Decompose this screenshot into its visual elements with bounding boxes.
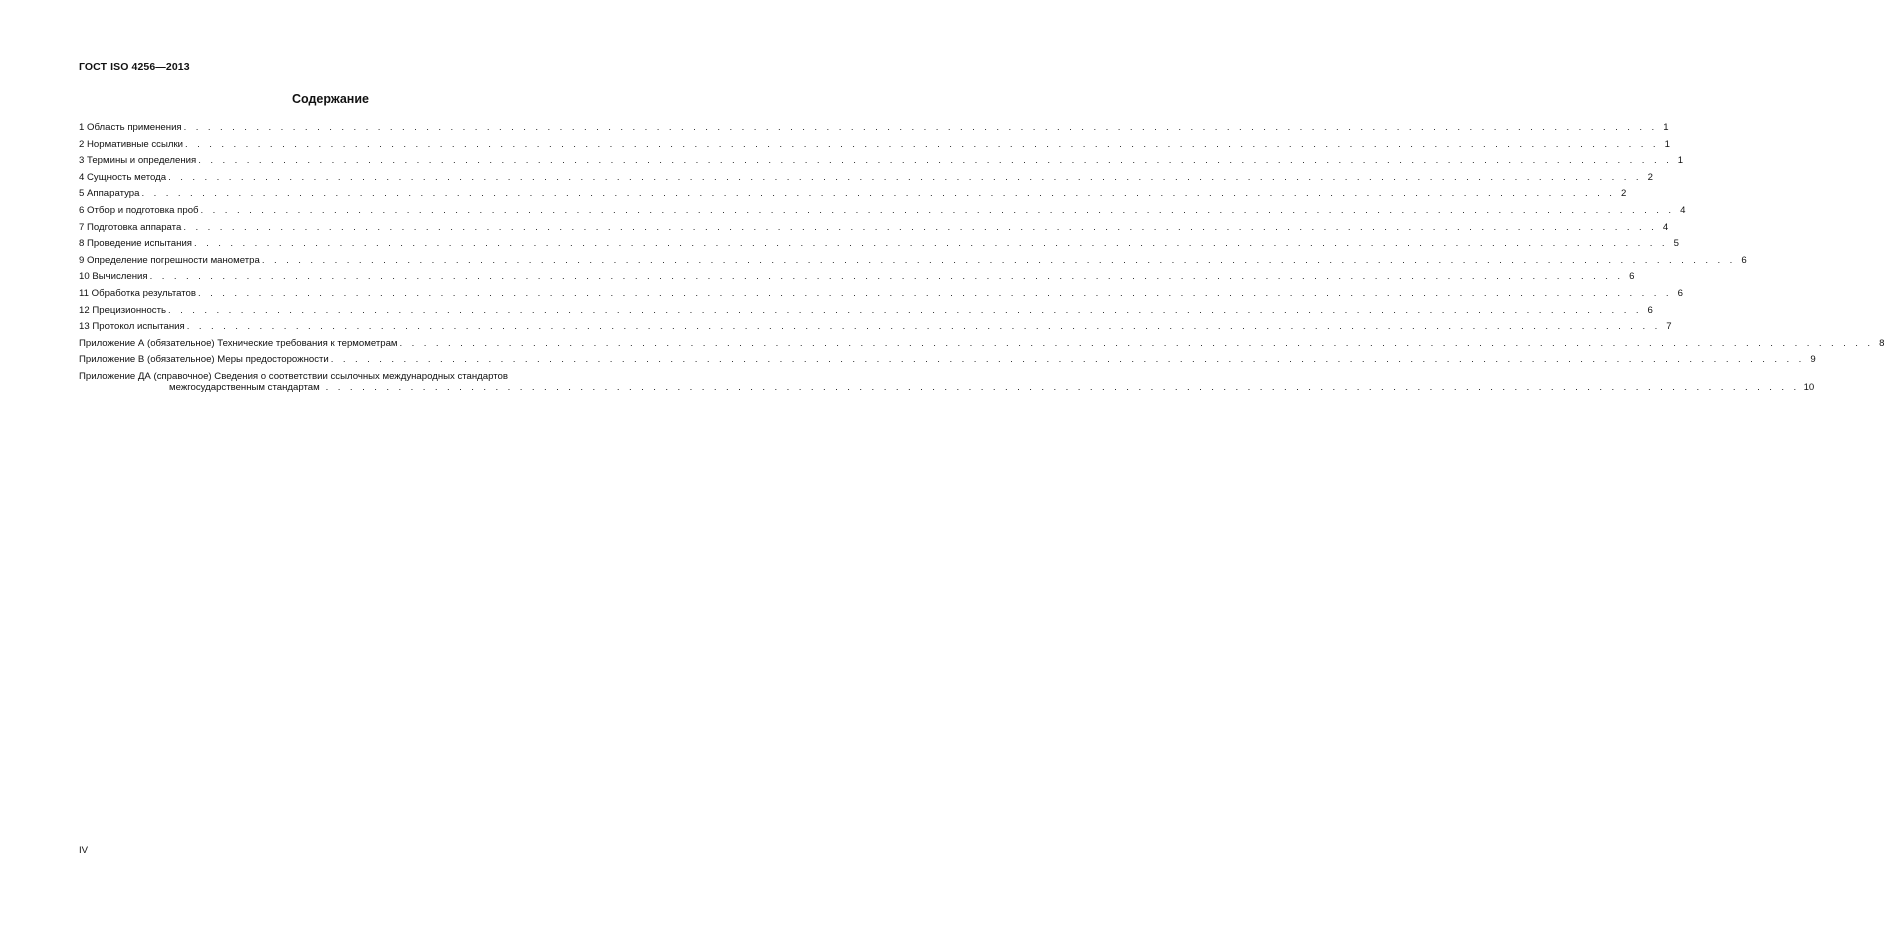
toc-leader-dots: . . . . . . . . . . . . . . . . . . . . . . . . . . . . . . . . . . . . . . . . . . . . . . . . . . . . . . . . . . . . . . . . . . . . . . . . . . . . . . . . . . . . . . . . . . . . . . . . . . . . . . . . . . . . . . . . . . . . . . . . . . xyxy=(198,287,1672,299)
toc-leader-dots: . . . . . . . . . . . . . . . . . . . . . . . . . . . . . . . . . . . . . . . . . . . . . . . . . . . . . . . . . . . . . . . . . . . . . . . . . . . . . . . . . . . . . . . . . . . . . . . . . . . . . . . . . . . . . . . . . . . . . . . . . . xyxy=(141,188,1616,200)
toc-leader-dots: . . . . . . . . . . . . . . . . . . . . . . . . . . . . . . . . . . . . . . . . . . . . . . . . . . . . . . . . . . . . . . . . . . . . . . . . . . . . . . . . . . . . . . . . . . . . . . . . . . . . . . . . . . . . . . . . . . . . . . . . . . xyxy=(198,155,1673,167)
table-of-contents xyxy=(79,120,1884,394)
toc-entry[interactable] xyxy=(79,303,1653,320)
toc-entry-page: 5 xyxy=(1673,238,1679,250)
toc-entry[interactable] xyxy=(79,286,1683,303)
toc-leader-dots: . . . . . . . . . . . . . . . . . . . . . . . . . . . . . . . . . . . . . . . . . . . . . . . . . . . . . . . . . . . . . . . . . . . . . . . . . . . . . . . . . . . . . . . . . . . . . . . . . . . . . . . . . . . . . . . . . . . . . . . . . . xyxy=(183,122,1658,133)
toc-entry[interactable] xyxy=(79,153,1684,170)
toc-entry-page: 1 xyxy=(1664,138,1670,150)
toc-entry-page: 6 xyxy=(1677,287,1683,299)
toc-entry-label: Приложение В (обязательное) Меры предосторожности xyxy=(79,354,329,366)
toc-entry[interactable] xyxy=(79,220,1669,237)
document-header: ГОСТ ISO 4256—2013 xyxy=(79,61,190,73)
toc-title: Содержание xyxy=(291,92,369,106)
toc-entry-label: 8 Проведение испытания xyxy=(79,238,192,250)
toc-leader-dots: . . . . . . . . . . . . . . . . . . . . . . . . . . . . . . . . . . . . . . . . . . . . . . . . . . . . . . . . . . . . . . . . . . . . . . . . . . . . . . . . . . . . . . . . . . . . . . . . . . . . . . . . . . . . . . . . . . . . . . . . . . xyxy=(167,304,1642,316)
toc-entry-label: 12 Прецизионность xyxy=(79,304,166,316)
toc-entry[interactable] xyxy=(79,203,1686,220)
toc-entry-label: Приложение А (обязательное) Технические требования к термометрам xyxy=(79,337,398,349)
toc-entry-page: 6 xyxy=(1647,304,1653,316)
toc-entry-page: 4 xyxy=(1680,204,1686,216)
toc-entry[interactable] xyxy=(79,186,1627,203)
toc-entry-page: 6 xyxy=(1741,254,1747,266)
toc-entry-page: 1 xyxy=(1677,155,1684,167)
page-number-footer: IV xyxy=(79,845,89,856)
toc-entry[interactable] xyxy=(79,137,1670,154)
toc-entry-page: 9 xyxy=(1810,354,1816,366)
toc-entry-page: 2 xyxy=(1621,188,1627,200)
toc-entry-label: 11 Обработка результатов xyxy=(79,287,196,299)
toc-leader-dots: . . . . . . . . . . . . . . . . . . . . . . . . . . . . . . . . . . . . . . . . . . . . . . . . . . . . . . . . . . . . . . . . . . . . . . . . . . . . . . . . . . . . . . . . . . . . . . . . . . . . . . . . . . . . . . . . . . . . . . . . . . xyxy=(325,382,1800,394)
toc-entry-label: 9 Определение погрешности манометра xyxy=(79,254,260,266)
toc-leader-dots: . . . . . . . . . . . . . . . . . . . . . . . . . . . . . . . . . . . . . . . . . . . . . . . . . . . . . . . . . . . . . . . . . . . . . . . . . . . . . . . . . . . . . . . . . . . . . . . . . . . . . . . . . . . . . . . . . . . . . . . . . . xyxy=(330,354,1805,366)
toc-leader-dots: . . . . . . . . . . . . . . . . . . . . . . . . . . . . . . . . . . . . . . . . . . . . . . . . . . . . . . . . . . . . . . . . . . . . . . . . . . . . . . . . . . . . . . . . . . . . . . . . . . . . . . . . . . . . . . . . . . . . . . . . . . xyxy=(186,321,1661,333)
toc-entry-page: 1 xyxy=(1663,122,1669,133)
toc-entry-label: 6 Отбор и подготовка проб xyxy=(79,204,199,216)
toc-entry-label: 10 Вычисления xyxy=(79,271,148,283)
toc-entry-label: 13 Протокол испытания xyxy=(79,321,185,333)
toc-entry-page: 6 xyxy=(1629,271,1635,283)
toc-entry[interactable] xyxy=(79,253,1747,270)
toc-entry-label: 7 Подготовка аппарата xyxy=(79,221,182,233)
toc-leader-dots: . . . . . . . . . . . . . . . . . . . . . . . . . . . . . . . . . . . . . . . . . . . . . . . . . . . . . . . . . . . . . . . . . . . . . . . . . . . . . . . . . . . . . . . . . . . . . . . . . . . . . . . . . . . . . . . . . . . . . . . . . . xyxy=(261,254,1736,266)
toc-entry-page: 7 xyxy=(1666,321,1672,333)
toc-leader-dots: . . . . . . . . . . . . . . . . . . . . . . . . . . . . . . . . . . . . . . . . . . . . . . . . . . . . . . . . . . . . . . . . . . . . . . . . . . . . . . . . . . . . . . . . . . . . . . . . . . . . . . . . . . . . . . . . . . . . . . . . . . xyxy=(194,238,1668,250)
toc-entry[interactable] xyxy=(79,352,1816,369)
toc-leader-dots: . . . . . . . . . . . . . . . . . . . . . . . . . . . . . . . . . . . . . . . . . . . . . . . . . . . . . . . . . . . . . . . . . . . . . . . . . . . . . . . . . . . . . . . . . . . . . . . . . . . . . . . . . . . . . . . . . . . . . . . . . . xyxy=(149,271,1624,283)
toc-leader-dots: . . . . . . . . . . . . . . . . . . . . . . . . . . . . . . . . . . . . . . . . . . . . . . . . . . . . . . . . . . . . . . . . . . . . . . . . . . . . . . . . . . . . . . . . . . . . . . . . . . . . . . . . . . . . . . . . . . . . . . . . . . xyxy=(399,337,1874,349)
toc-leader-dots: . . . . . . . . . . . . . . . . . . . . . . . . . . . . . . . . . . . . . . . . . . . . . . . . . . . . . . . . . . . . . . . . . . . . . . . . . . . . . . . . . . . . . . . . . . . . . . . . . . . . . . . . . . . . . . . . . . . . . . . . . . xyxy=(183,221,1658,233)
toc-leader-dots: . . . . . . . . . . . . . . . . . . . . . . . . . . . . . . . . . . . . . . . . . . . . . . . . . . . . . . . . . . . . . . . . . . . . . . . . . . . . . . . . . . . . . . . . . . . . . . . . . . . . . . . . . . . . . . . . . . . . . . . . . . xyxy=(185,138,1659,150)
toc-entry-page: 4 xyxy=(1662,221,1669,233)
toc-leader-dots: . . . . . . . . . . . . . . . . . . . . . . . . . . . . . . . . . . . . . . . . . . . . . . . . . . . . . . . . . . . . . . . . . . . . . . . . . . . . . . . . . . . . . . . . . . . . . . . . . . . . . . . . . . . . . . . . . . . . . . . . . . xyxy=(168,171,1642,183)
toc-entry[interactable] xyxy=(79,236,1679,253)
toc-entry-label: 1 Область применения xyxy=(79,122,182,133)
toc-leader-dots: . . . . . . . . . . . . . . . . . . . . . . . . . . . . . . . . . . . . . . . . . . . . . . . . . . . . . . . . . . . . . . . . . . . . . . . . . . . . . . . . . . . . . . . . . . . . . . . . . . . . . . . . . . . . . . . . . . . . . . . . . . xyxy=(200,204,1675,216)
toc-entry[interactable] xyxy=(79,120,1669,137)
toc-entry-page: 10 xyxy=(1803,382,1815,394)
toc-entry[interactable] xyxy=(79,319,1672,336)
toc-entry[interactable] xyxy=(79,269,1635,286)
toc-entry-label: 2 Нормативные ссылки xyxy=(79,138,184,150)
toc-entry-label: 3 Термины и определения xyxy=(79,155,197,167)
toc-entry-label: 4 Сущность метода xyxy=(79,171,167,183)
toc-entry-annex-da[interactable] xyxy=(79,370,1815,394)
toc-entry-label-continued: межгосударственным стандартам xyxy=(169,382,320,394)
toc-entry-page: 8 xyxy=(1879,337,1884,349)
toc-entry-label: Приложение ДА (справочное) Сведения о соответствии ссылочных международных стандартов xyxy=(79,370,508,382)
toc-entry-page: 2 xyxy=(1647,171,1653,183)
toc-entry-label: 5 Аппаратура xyxy=(79,188,140,200)
toc-entry[interactable] xyxy=(79,170,1653,187)
toc-entry[interactable] xyxy=(79,336,1884,353)
